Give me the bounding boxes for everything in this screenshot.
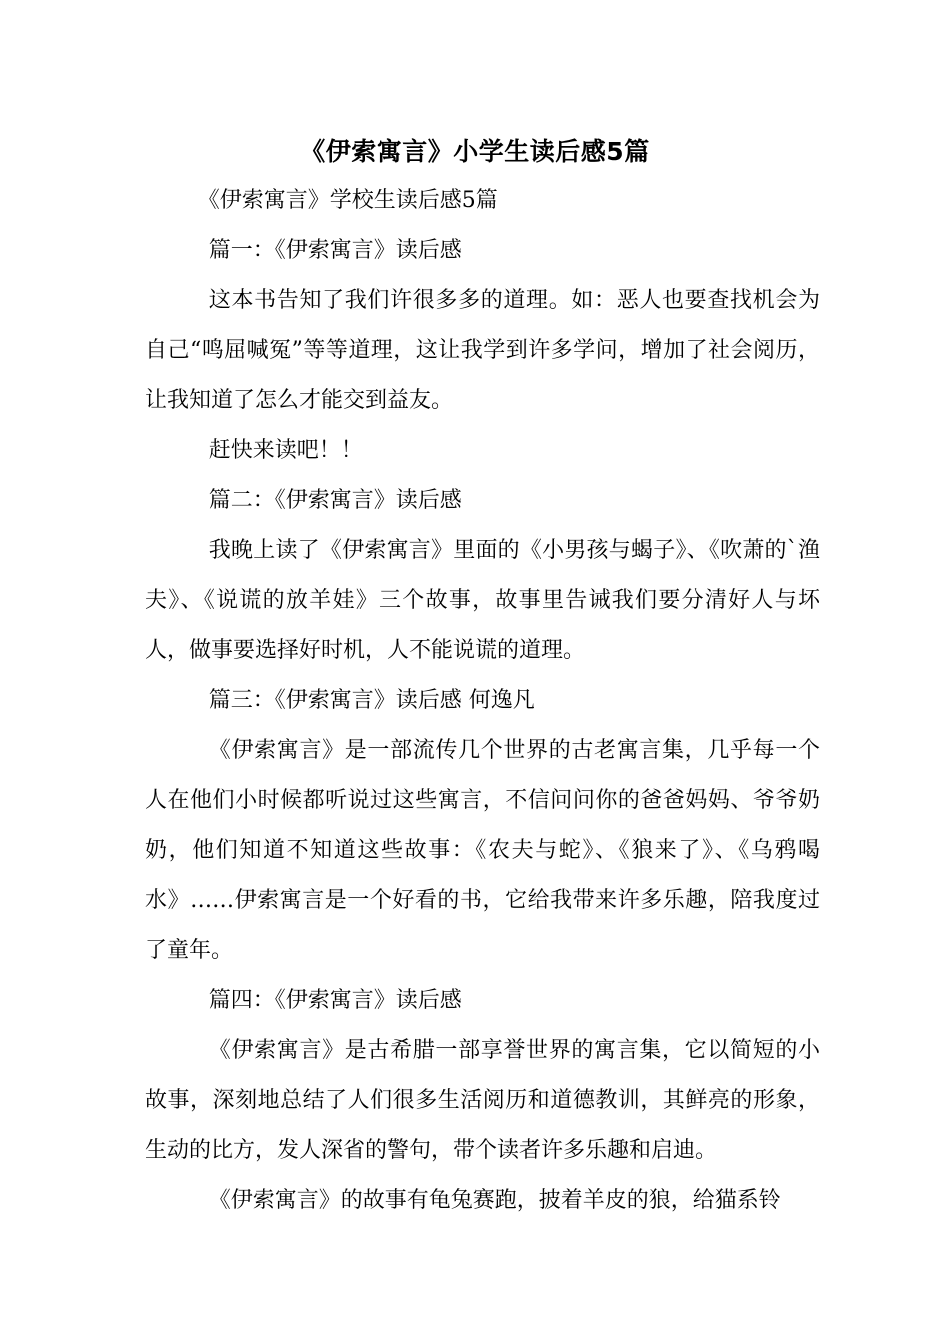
section-heading-2: 篇二：《伊索寓言》读后感 <box>208 488 462 513</box>
body-paragraph: 《伊索寓言》是古希腊一部享誉世界的寓言集，它以简短的小故事，深刻地总结了人们很多生活阅历和道德教训，其鲜亮的形象，生动的比方，发人深省的警句，带个读者许多乐趣和启迪。 <box>145 1038 820 1163</box>
document-title: 《伊索寓言》小学生读后感5篇 <box>300 137 650 166</box>
subtitle-paragraph: 《伊索寓言》学校生读后感5篇 <box>197 188 498 213</box>
body-paragraph: 赶快来读吧！！ <box>208 438 363 463</box>
section-heading-1: 篇一：《伊索寓言》读后感 <box>208 238 462 263</box>
section-heading-4: 篇四：《伊索寓言》读后感 <box>208 988 462 1013</box>
body-paragraph: 《伊索寓言》的故事有龟兔赛跑，披着羊皮的狼，给猫系铃 <box>208 1188 781 1213</box>
document-body <box>145 176 820 1226</box>
body-paragraph: 我晚上读了《伊索寓言》里面的《小男孩与蝎子》、《吹萧的`渔夫》、《说谎的放羊娃》三个故事，故事里告诫我们要分清好人与坏人，做事要选择好时机，人不能说谎的道理。 <box>145 538 820 663</box>
body-paragraph: 《伊索寓言》是一部流传几个世界的古老寓言集，几乎每一个人在他们小时候都听说过这些寓言，不信问问你的爸爸妈妈、爷爷奶奶，他们知道不知道这些故事：《农夫与蛇》、《狼来了》、《乌鸦喝水》……伊索寓言是一个好看的书，它给我带来许多乐趣，陪我度过了童年。 <box>145 738 820 963</box>
section-heading-3: 篇三：《伊索寓言》读后感 何逸凡 <box>208 688 535 713</box>
body-paragraph: 这本书告知了我们许很多多的道理。如：恶人也要查找机会为自己“鸣屈喊冤”等等道理，这让我学到许多学问，增加了社会阅历，让我知道了怎么才能交到益友。 <box>145 288 820 413</box>
